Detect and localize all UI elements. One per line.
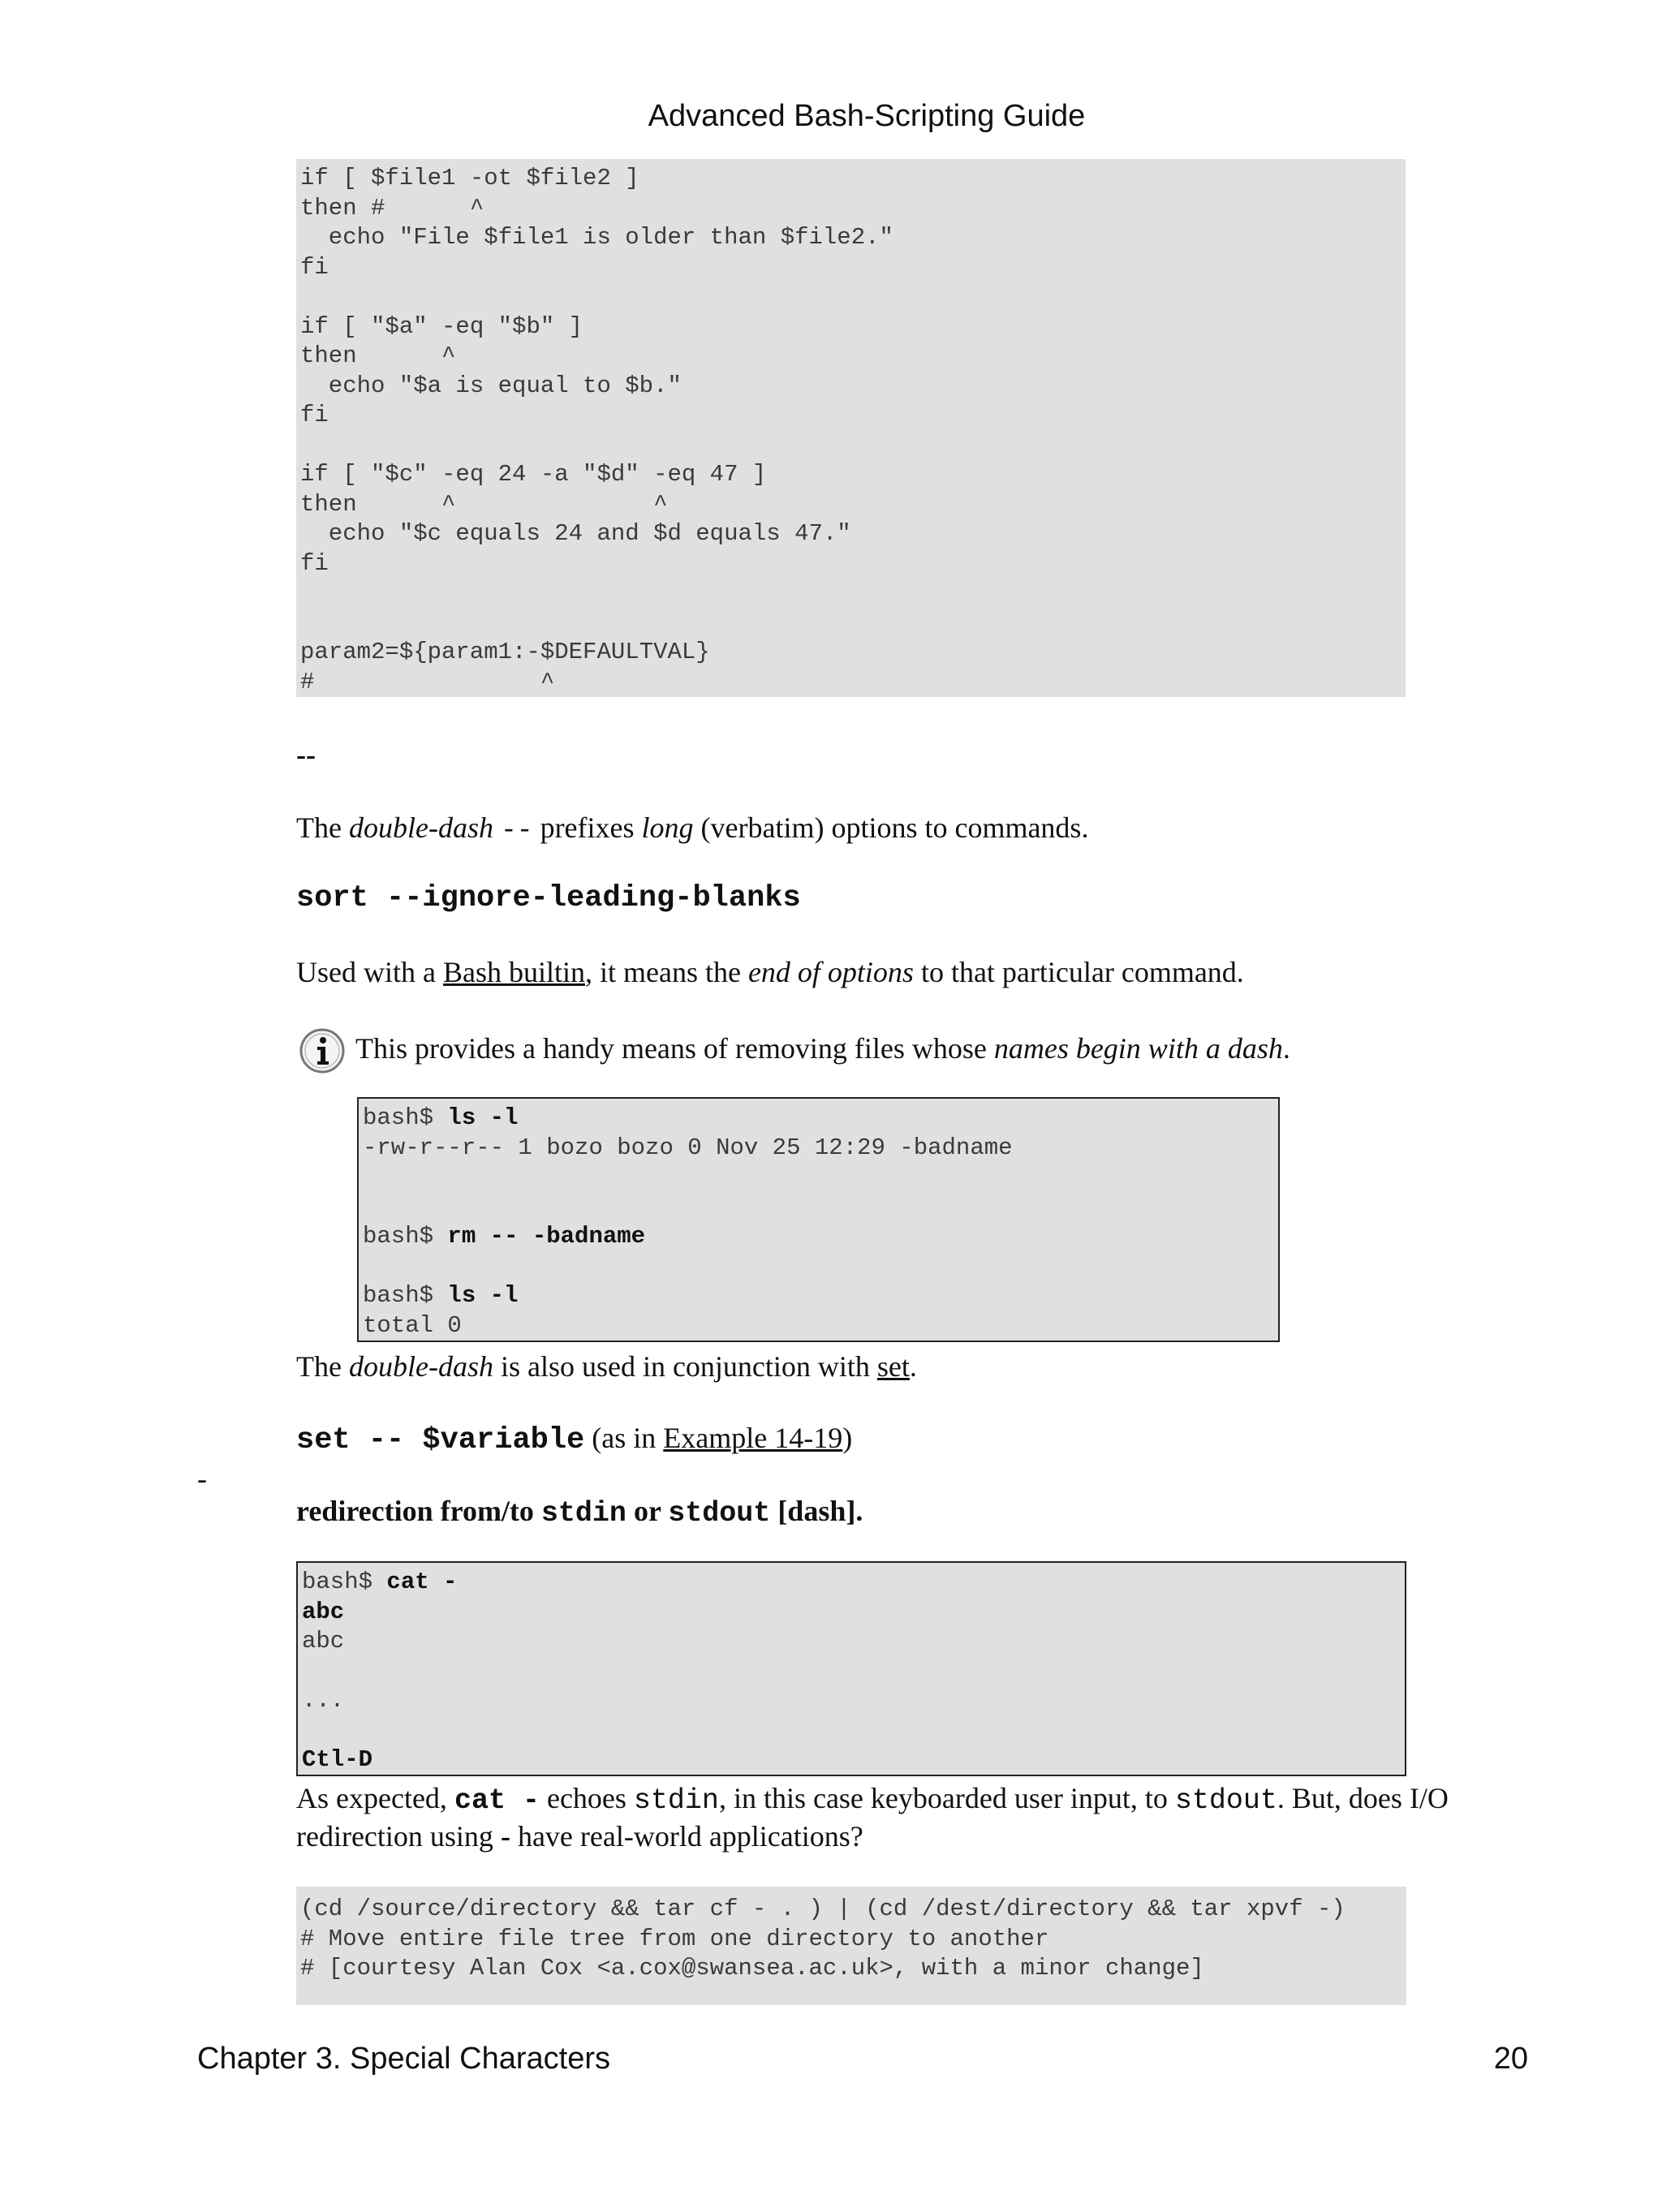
code-line: if [ $file1 -ot $file2 ]: [300, 165, 639, 192]
link-bash-builtin[interactable]: Bash builtin: [442, 956, 585, 988]
code-line: if [ "$a" -eq "$b" ]: [300, 312, 583, 340]
code-block-cat-dash: bash$ cat - abc abc ... Ctl-D: [296, 1561, 1406, 1776]
command-set-line: set -- $variable (as in Example 14-19): [296, 1422, 853, 1457]
command-sort: sort --ignore-leading-blanks: [296, 881, 801, 915]
command-set: set -- $variable: [296, 1423, 585, 1457]
code-block-tar-copy: [296, 1887, 1406, 2005]
code-line: fi: [300, 402, 329, 428]
code-line: fi: [300, 253, 329, 281]
code-line: then ^: [300, 342, 456, 369]
code-line: # [courtesy Alan Cox <a.cox@swansea.ac.uk>, with a minor change]: [300, 1955, 1204, 1982]
term-double-dash: --: [296, 738, 316, 771]
code-block-badname: bash$ ls -l -rw-r--r-- 1 bozo bozo 0 Nov 25 12:29 -badname bash$ rm -- -badname bash$ ls -l total 0: [357, 1097, 1280, 1342]
code-block-conditionals: [296, 159, 1406, 697]
code-line: echo "$c equals 24 and $d equals 47.": [300, 520, 851, 547]
term-dash: -: [197, 1462, 207, 1495]
dash-heading: redirection from/to stdin or stdout [dash].: [296, 1495, 863, 1530]
footer-page-number: 20: [1493, 2042, 1528, 2076]
page-header-title: Advanced Bash-Scripting Guide: [648, 99, 1086, 133]
paragraph-set: The double-dash is also used in conjunction with set.: [296, 1350, 917, 1383]
code-line: # Move entire file tree from one directory to another: [300, 1925, 1049, 1952]
footer-chapter: Chapter 3. Special Characters: [197, 2042, 611, 2076]
link-example-14-19[interactable]: Example 14-19: [663, 1422, 843, 1454]
code-line: then # ^: [300, 194, 484, 222]
link-set[interactable]: set: [876, 1350, 910, 1383]
code-line: echo "File $file1 is older than $file2.": [300, 224, 893, 251]
code-line: fi: [300, 549, 329, 577]
code-line: param2=${param1:-$DEFAULTVAL}: [300, 639, 710, 665]
code-line: # ^: [300, 668, 555, 695]
code-line: then ^ ^: [300, 490, 668, 518]
code-line: (cd /source/directory && tar cf - . ) | (cd /dest/directory && tar xpvf -): [300, 1896, 1346, 1922]
paragraph-as-expected: As expected, cat - echoes stdin, in this case keyboarded user input, to stdout. But, does I/O redirection using - have real-world applications?: [296, 1782, 1449, 1853]
info-icon: [299, 1027, 346, 1074]
paragraph-builtin: Used with a Bash builtin, it means the end of options to that particular command.: [296, 956, 1244, 988]
code-line: echo "$a is equal to $b.": [300, 372, 682, 399]
tip-text: This provides a handy means of removing files whose names begin with a dash.: [355, 1032, 1290, 1065]
paragraph-double-dash: The double-dash -- prefixes long (verbatim) options to commands.: [296, 811, 1089, 846]
code-line: if [ "$c" -eq 24 -a "$d" -eq 47 ]: [300, 461, 767, 488]
